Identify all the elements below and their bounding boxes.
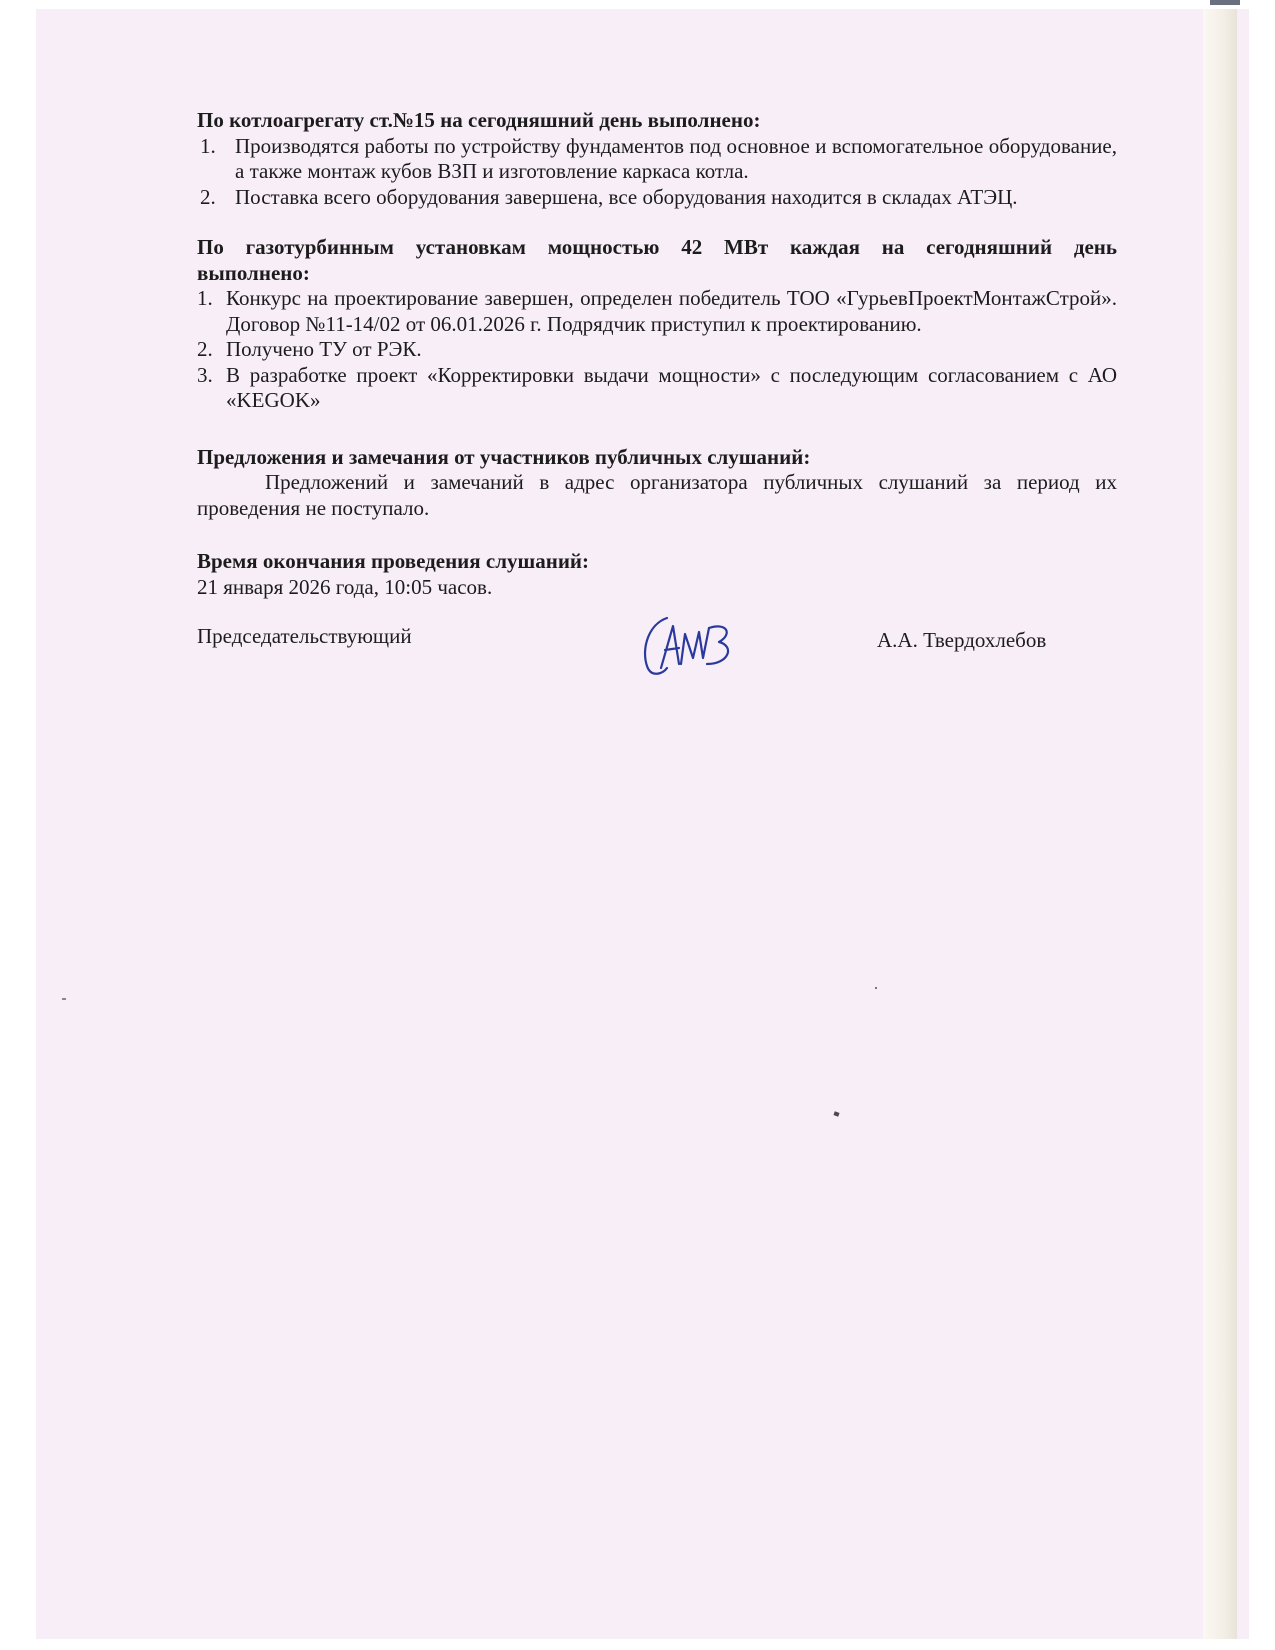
end-time-value: 21 января 2026 года, 10:05 часов.: [197, 574, 493, 599]
list-item: [197, 363, 1117, 414]
boiler-heading: По котлоагрегату ст.№15 на сегодняшний день выполнено:: [197, 108, 761, 132]
list-item-text: Конкурс на проектирование завершен, определен победитель ТОО «ГурьевПроектМонтажСтрой». Договор №11-14/02 от 06.01.2026 г. Подрядчик приступил к проектированию.: [226, 286, 1117, 336]
list-item-text: Получено ТУ от РЭК.: [226, 337, 422, 361]
list-item-text: Производятся работы по устройству фундаментов под основное и вспомогательное оборудование, а также монтаж кубов ВЗП и изготовление каркаса котла.: [235, 133, 1117, 183]
handwritten-signature: [637, 608, 737, 680]
proposals-section: [197, 445, 1117, 522]
list-item: [197, 185, 1117, 211]
end-time-heading: Время окончания проведения слушаний:: [197, 549, 590, 573]
list-item-number: 2.: [197, 337, 213, 361]
scan-edge-line: [1210, 0, 1240, 5]
scan-speck: [875, 987, 877, 989]
gas-turbine-heading: По газотурбинным установкам мощностью 42 МВт каждая на сегодняшний день выполнено:: [197, 235, 1117, 285]
list-item-number: 1.: [200, 133, 216, 158]
boiler-list: [197, 134, 1117, 211]
list-item-number: 1.: [197, 286, 213, 310]
gas-turbine-list: [197, 286, 1117, 414]
boiler-section: [197, 108, 1117, 210]
list-item: [197, 134, 1117, 185]
signature-block: [197, 624, 1117, 684]
list-item-number: 3.: [197, 362, 213, 387]
list-item-text: В разработке проект «Корректировки выдачи мощности» с последующим согласованием с АО «KEGOK»: [226, 362, 1117, 412]
proposals-paragraph: Предложений и замечаний в адрес организатора публичных слушаний за период их проведения не поступало.: [197, 470, 1117, 520]
list-item: [197, 337, 1117, 363]
list-item-number: 2.: [200, 184, 216, 209]
end-time-section: [197, 549, 1117, 600]
document-body: [197, 108, 1117, 684]
page-edge-shadow: [1203, 9, 1237, 1639]
list-item: [197, 286, 1117, 337]
scan-speck: [62, 998, 66, 1000]
gas-turbine-section: [197, 235, 1117, 414]
proposals-heading: Предложения и замечания от участников публичных слушаний:: [197, 444, 811, 469]
chairman-role: Председательствующий: [197, 624, 412, 648]
chairman-name: А.А. Твердохлебов: [877, 628, 1047, 652]
list-item-text: Поставка всего оборудования завершена, все оборудования находится в складах АТЭЦ.: [235, 184, 1018, 209]
